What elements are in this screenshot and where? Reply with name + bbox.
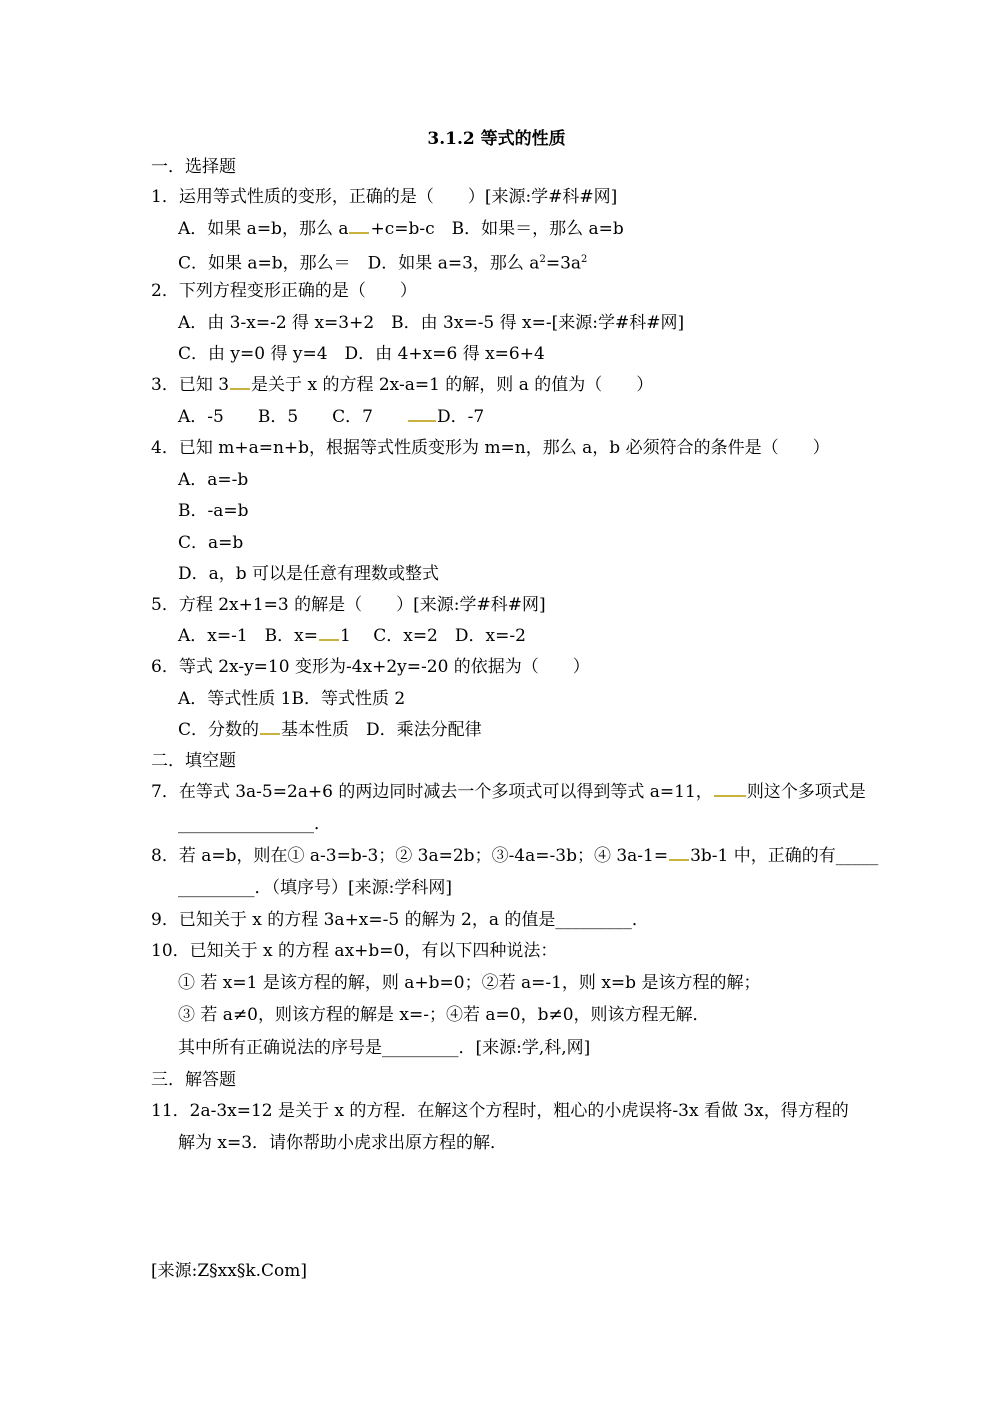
question-6-options-ab: A．等式性质 1B．等式性质 2 — [178, 689, 406, 709]
question-1-options-cd: C．如果 a=b，那么＝ D．如果 a=3，那么 $a^2=3a^2$ — [178, 253, 588, 274]
question-2-options-ab: A．由 3-x=-2 得 x=3+2 B．由 3x=-5 得 x=-[来源:学#科#网] — [178, 313, 685, 333]
section-heading: 一．选择题 — [151, 157, 236, 177]
question-9: 9．已知关于 x 的方程 3a+x=-5 的解为 2，a 的值是_________． — [151, 910, 649, 930]
highlight-mark — [714, 795, 746, 797]
question-10-prompt: 其中所有正确说法的序号是_________．[来源:学,科,网] — [178, 1038, 591, 1058]
question-4-option-c: C．a=b — [178, 533, 244, 553]
highlight-mark — [349, 232, 369, 234]
highlight-mark — [319, 639, 339, 641]
question-10-statement-1: ① 若 x=1 是该方程的解，则 a+b=0；②若 a=-1，则 x=b 是该方程的解； — [178, 973, 761, 993]
highlight-mark — [260, 733, 280, 735]
source-note: [来源:Z§xx§k.Com] — [151, 1261, 308, 1281]
question-1: 1．运用等式性质的变形，正确的是（ ）[来源:学#科#网] — [151, 187, 618, 207]
question-5: 5．方程 2x+1=3 的解是（ ）[来源:学#科#网] — [151, 595, 546, 615]
highlight-mark — [669, 859, 689, 861]
question-6-options-cd: C．分数的 基本性质 D．乘法分配律 — [178, 720, 482, 740]
page-title: 3.1.2 等式的性质 — [427, 129, 566, 149]
question-5-options: A．x=-1 B．x= 1 C．x=2 D．x=-2 — [178, 626, 526, 646]
question-3: 3．已知 3 是关于 x 的方程 2x-a=1 的解，则 a 的值为（ ） — [151, 375, 654, 395]
section-heading: 二．填空题 — [151, 751, 236, 771]
question-4-option-d: D．a，b 可以是任意有理数或整式 — [178, 564, 440, 584]
highlight-mark — [408, 420, 436, 422]
question-2: 2．下列方程变形正确的是（ ） — [151, 281, 417, 301]
question-11: 11．2a-3x=12 是关于 x 的方程．在解这个方程时，粗心的小虎误将-3x 看做 3x，得方程的 — [151, 1101, 849, 1121]
question-8-line2: _________．（填序号）[来源:学科网] — [178, 878, 452, 898]
question-4-option-a: A．a=-b — [178, 470, 249, 490]
question-8: 8．若 a=b，则在① a-3=b-3；② 3a=2b；③-4a=-3b；④ 3a-1= 3b-1 中，正确的有_____ — [151, 846, 879, 866]
question-4-option-b: B．-a=b — [178, 501, 249, 521]
question-3-options: A．-5 B．5 C．7 D．-7 — [178, 407, 485, 427]
question-1-options-ab: A．如果 a=b，那么 a +c=b-c B．如果＝，那么 a=b — [178, 219, 624, 239]
question-7-blank: ________________． — [178, 814, 331, 834]
question-10: 10．已知关于 x 的方程 ax+b=0，有以下四种说法： — [151, 941, 558, 961]
question-7: 7．在等式 3a-5=2a+6 的两边同时减去一个多项式可以得到等式 a=11， 则这个多项式是 — [151, 782, 866, 802]
highlight-mark — [230, 388, 250, 390]
question-2-options-cd: C．由 y=0 得 y=4 D．由 4+x=6 得 x=6+4 — [178, 344, 545, 364]
question-6: 6．等式 2x-y=10 变形为-4x+2y=-20 的依据为（ ） — [151, 657, 590, 677]
question-4: 4．已知 m+a=n+b，根据等式性质变形为 m=n，那么 a，b 必须符合的条件是（ ） — [151, 438, 830, 458]
question-11-line2: 解为 x=3．请你帮助小虎求出原方程的解． — [178, 1133, 508, 1153]
section-heading: 三．解答题 — [151, 1070, 236, 1090]
question-10-statement-2: ③ 若 a≠0，则该方程的解是 x=-；④若 a=0，b≠0，则该方程无解． — [178, 1005, 710, 1025]
